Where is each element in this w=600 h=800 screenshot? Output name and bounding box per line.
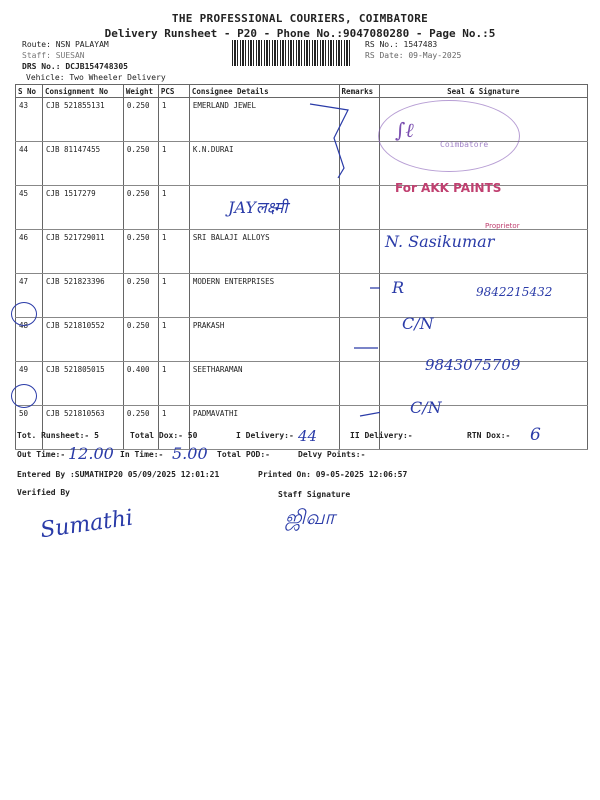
route-label: Route: NSN PALAYAM — [22, 40, 109, 49]
row-consignment: CJB 521855131 — [42, 98, 123, 142]
row-pcs: 1 — [158, 362, 189, 406]
rtn-dox-label: RTN Dox:- — [467, 431, 511, 440]
rtn-dox-value: 6 — [530, 425, 541, 445]
in-time-label: In Time:- — [120, 450, 164, 459]
out-time-label: Out Time:- — [17, 450, 66, 459]
row-sno: 48 — [16, 318, 43, 362]
ink-circle-48 — [11, 302, 37, 326]
row-consignment: CJB 81147455 — [42, 142, 123, 186]
row-sno: 47 — [16, 274, 43, 318]
entered-by: Entered By :SUMATHIP20 05/09/2025 12:01:21 — [17, 470, 220, 479]
row-weight: 0.250 — [123, 186, 158, 230]
stamp-coimbatore: Coimbatore — [440, 140, 489, 149]
total-dox: Total Dox:- 50 — [130, 431, 198, 440]
row-consignee: PADMAVATHI — [189, 406, 339, 450]
in-time-value: 5.00 — [172, 444, 208, 463]
col-consignment: Consignment No — [42, 85, 123, 98]
row-weight: 0.250 — [123, 318, 158, 362]
out-time-value: 12.00 — [68, 444, 114, 463]
i-delivery-value: 44 — [298, 427, 318, 445]
vehicle-label: Vehicle: Two Wheeler Delivery — [26, 73, 166, 82]
row-pcs: 1 — [158, 98, 189, 142]
row-weight: 0.400 — [123, 362, 158, 406]
row-pcs: 1 — [158, 186, 189, 230]
rs-date: RS Date: 09-May-2025 — [365, 51, 462, 60]
row-consignment: CJB 521805015 — [42, 362, 123, 406]
mark-row50: C/N — [410, 398, 442, 417]
signature-row45: JAYलक्ष्मी — [228, 198, 288, 217]
col-seal-signature: Seal & Signature — [379, 85, 587, 98]
stamp-proprietor: Proprietor — [485, 222, 520, 230]
row-consignment: CJB 521729011 — [42, 230, 123, 274]
table-header — [16, 85, 588, 98]
i-delivery-label: I Delivery:- — [236, 431, 294, 440]
row-consignment: CJB 521810563 — [42, 406, 123, 450]
row-consignee: MODERN ENTERPRISES — [189, 274, 339, 318]
phone-row49: 9843075709 — [425, 356, 521, 374]
delvy-points-label: Delvy Points:- — [298, 450, 366, 459]
row-consignee: SEETHARAMAN — [189, 362, 339, 406]
row-consignment: CJB 521810552 — [42, 318, 123, 362]
row-pcs: 1 — [158, 318, 189, 362]
col-consignee: Consignee Details — [189, 85, 339, 98]
row-weight: 0.250 — [123, 406, 158, 450]
company-title: THE PROFESSIONAL COURIERS, COIMBATORE — [171, 12, 429, 25]
signature-row43: ∫ℓ — [395, 118, 414, 142]
row-consignee: K.N.DURAI — [189, 142, 339, 186]
ii-delivery-label: II Delivery:- — [350, 431, 413, 440]
verified-by-label: Verified By — [17, 488, 70, 497]
phone-row47: 9842215432 — [476, 285, 553, 299]
col-weight: Weight — [123, 85, 158, 98]
row-weight: 0.250 — [123, 98, 158, 142]
rs-number: RS No.: 1547483 — [365, 40, 438, 49]
row-sno: 45 — [16, 186, 43, 230]
col-pcs: PCS — [158, 85, 189, 98]
row-pcs: 1 — [158, 230, 189, 274]
row-sno: 44 — [16, 142, 43, 186]
row-pcs: 1 — [158, 274, 189, 318]
staff-label: Staff: SUESAN — [22, 51, 85, 60]
row-pcs: 1 — [158, 142, 189, 186]
row-consignment: CJB 521823396 — [42, 274, 123, 318]
ink-strokes — [290, 98, 380, 428]
row-pcs: 1 — [158, 406, 189, 450]
row-sno: 46 — [16, 230, 43, 274]
signature-row47: R — [392, 278, 405, 297]
row-consignee: SRI BALAJI ALLOYS — [189, 230, 339, 274]
tot-runsheet: Tot. Runsheet:- 5 — [17, 431, 99, 440]
row-sno: 43 — [16, 98, 43, 142]
runsheet-subtitle: Delivery Runsheet - P20 - Phone No.:9047080280 - Page No.:5 — [104, 27, 496, 40]
verified-signature: Sumathi — [38, 505, 135, 544]
mark-row48: C/N — [402, 314, 434, 333]
staff-signature-label: Staff Signature — [278, 490, 351, 499]
row-consignee: EMERLAND JEWEL — [189, 98, 339, 142]
staff-signature: ஜிவா — [285, 505, 335, 529]
row-consignee: PRAKASH — [189, 318, 339, 362]
row-weight: 0.250 — [123, 274, 158, 318]
col-sno: S No — [16, 85, 43, 98]
row-weight: 0.250 — [123, 230, 158, 274]
total-pod-label: Total POD:- — [217, 450, 270, 459]
ink-circle-50 — [11, 384, 37, 408]
row-weight: 0.250 — [123, 142, 158, 186]
row-consignment: CJB 1517279 — [42, 186, 123, 230]
col-remarks: Remarks — [339, 85, 379, 98]
barcode-image — [232, 40, 352, 66]
stamp-akk-paints: For AKK PAINTS — [395, 181, 502, 195]
row-sno: 49 — [16, 362, 43, 406]
row-sno: 50 — [16, 406, 43, 450]
drs-label: DRS No.: DCJB154748305 — [22, 62, 128, 71]
signature-row46: N. Sasikumar — [385, 232, 495, 251]
printed-on: Printed On: 09-05-2025 12:06:57 — [258, 470, 408, 479]
